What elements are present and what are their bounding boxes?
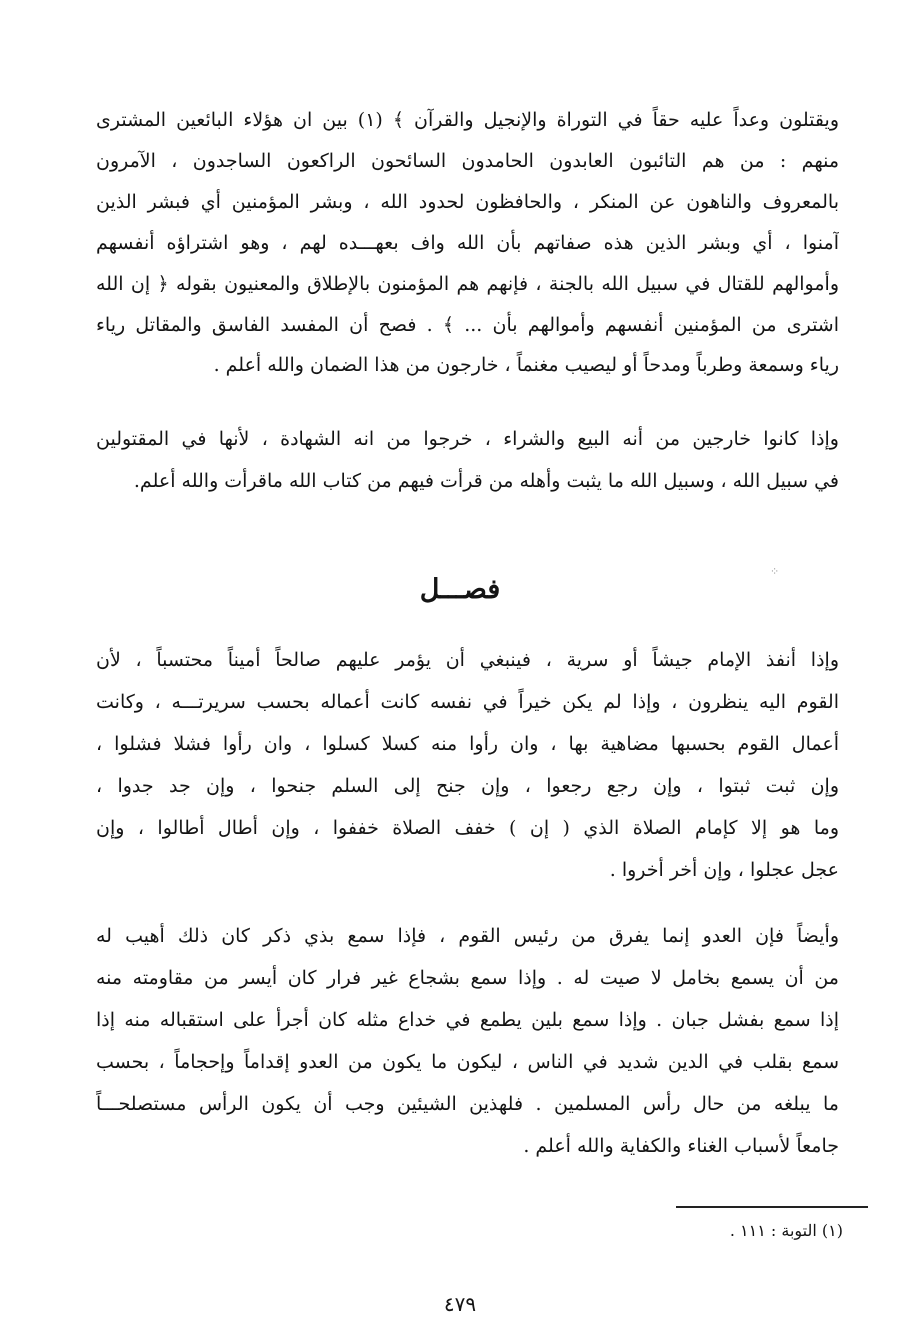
scan-speck: ⁘ bbox=[770, 565, 780, 578]
text-line: وإذا كانوا خارجين من أنه البيع والشراء ، خرجوا من انه الشهادة ، لأنها في المقتولين bbox=[96, 428, 839, 450]
text-line: وإذا أنفذ الإمام جيشاً أو سرية ، فينبغي أن يؤمر عليهم صالحاً أميناً محتسباً ، لأن bbox=[96, 649, 839, 671]
text-line: جامعاً لأسباب الغناء والكفاية والله أعلم . bbox=[523, 1135, 839, 1157]
footnote-divider bbox=[676, 1206, 868, 1208]
text-line: رياء وسمعة وطرباً ومدحاً أو ليصيب مغنماً ، خارجون من هذا الضمان والله أعلم . bbox=[213, 354, 839, 376]
text-line: بالمعروف والناهون عن المنكر ، والحافظون لحدود الله ، وبشر المؤمنين أي فبشر الذين bbox=[96, 191, 839, 213]
text-line: منهم : من هم التائبون العابدون الحامدون السائحون الراكعون الساجدون ، الآمرون bbox=[96, 150, 839, 172]
text-line: وما هو إلا كإمام الصلاة الذي ( إن ) خفف الصلاة خففوا ، وإن أطال أطالوا ، وإن bbox=[96, 817, 839, 839]
text-line: إذا سمع بفشل جبان . وإذا سمع بلين يطمع في خداع مثله كان أجرأ على استقباله منه إذا bbox=[96, 1009, 839, 1031]
text-line: ويقتلون وعداً عليه حقاً في التوراة والإنجيل والقرآن ﴾ (١) بين ان هؤلاء البائعين المشترى bbox=[96, 109, 839, 131]
text-line: عجل عجلوا ، وإن أخر أخروا . bbox=[609, 859, 839, 881]
text-line: وأيضاً فإن العدو إنما يفرق من رئيس القوم ، فإذا سمع بذي ذكر كان ذلك أهيب له bbox=[96, 925, 839, 947]
text-line: من أن يسمع بخامل لا صيت له . وإذا سمع بشجاع غير فرار كان أيسر من مقاومته منه bbox=[96, 967, 839, 989]
text-line: سمع بقلب في الدين شديد في الناس ، ليكون ما يكون من العدو إقداماً وإحجاماً ، بحسب bbox=[96, 1051, 839, 1073]
text-line: وإن ثبت ثبتوا ، وإن رجع رجعوا ، وإن جنح إلى السلم جنحوا ، وإن جد جدوا ، bbox=[96, 775, 839, 797]
page-number: ٤٧٩ bbox=[443, 1292, 477, 1316]
text-line: أعمال القوم بحسبها مضاهية بها ، وان رأوا منه كسلا كسلوا ، وان رأوا فشلا فشلوا ، bbox=[96, 733, 839, 755]
text-line: اشترى من المؤمنين أنفسهم وأموالهم بأن ... ﴾ . فصح أن المفسد الفاسق والمقاتل رياء bbox=[96, 314, 839, 336]
text-line: القوم اليه ينظرون ، وإذا لم يكن خيراً في نفسه كانت أعماله بحسب سريرتـــه ، وكانت bbox=[96, 691, 839, 713]
section-heading: فصـــل bbox=[419, 574, 501, 605]
text-line: آمنوا ، أي وبشر الذين هذه صفاتهم بأن الله واف بعهـــده لهم ، وهو اشتراؤه أنفسهم bbox=[96, 232, 839, 254]
text-line: وأموالهم للقتال في سبيل الله بالجنة ، فإنهم هم المؤمنون بالإطلاق والمعنيون بقوله ﴿ إن الله bbox=[96, 273, 839, 295]
text-line: في سبيل الله ، وسبيل الله ما يثبت وأهله من قرأت فيهم من كتاب الله ماقرأت والله أعلم. bbox=[133, 470, 839, 492]
text-line: ما يبلغه من حال رأس المسلمين . فلهذين الشيئين وجب أن يكون الرأس مستصلحـــاً bbox=[96, 1093, 839, 1115]
footnote: (١) التوبة : ١١١ . bbox=[729, 1221, 843, 1240]
